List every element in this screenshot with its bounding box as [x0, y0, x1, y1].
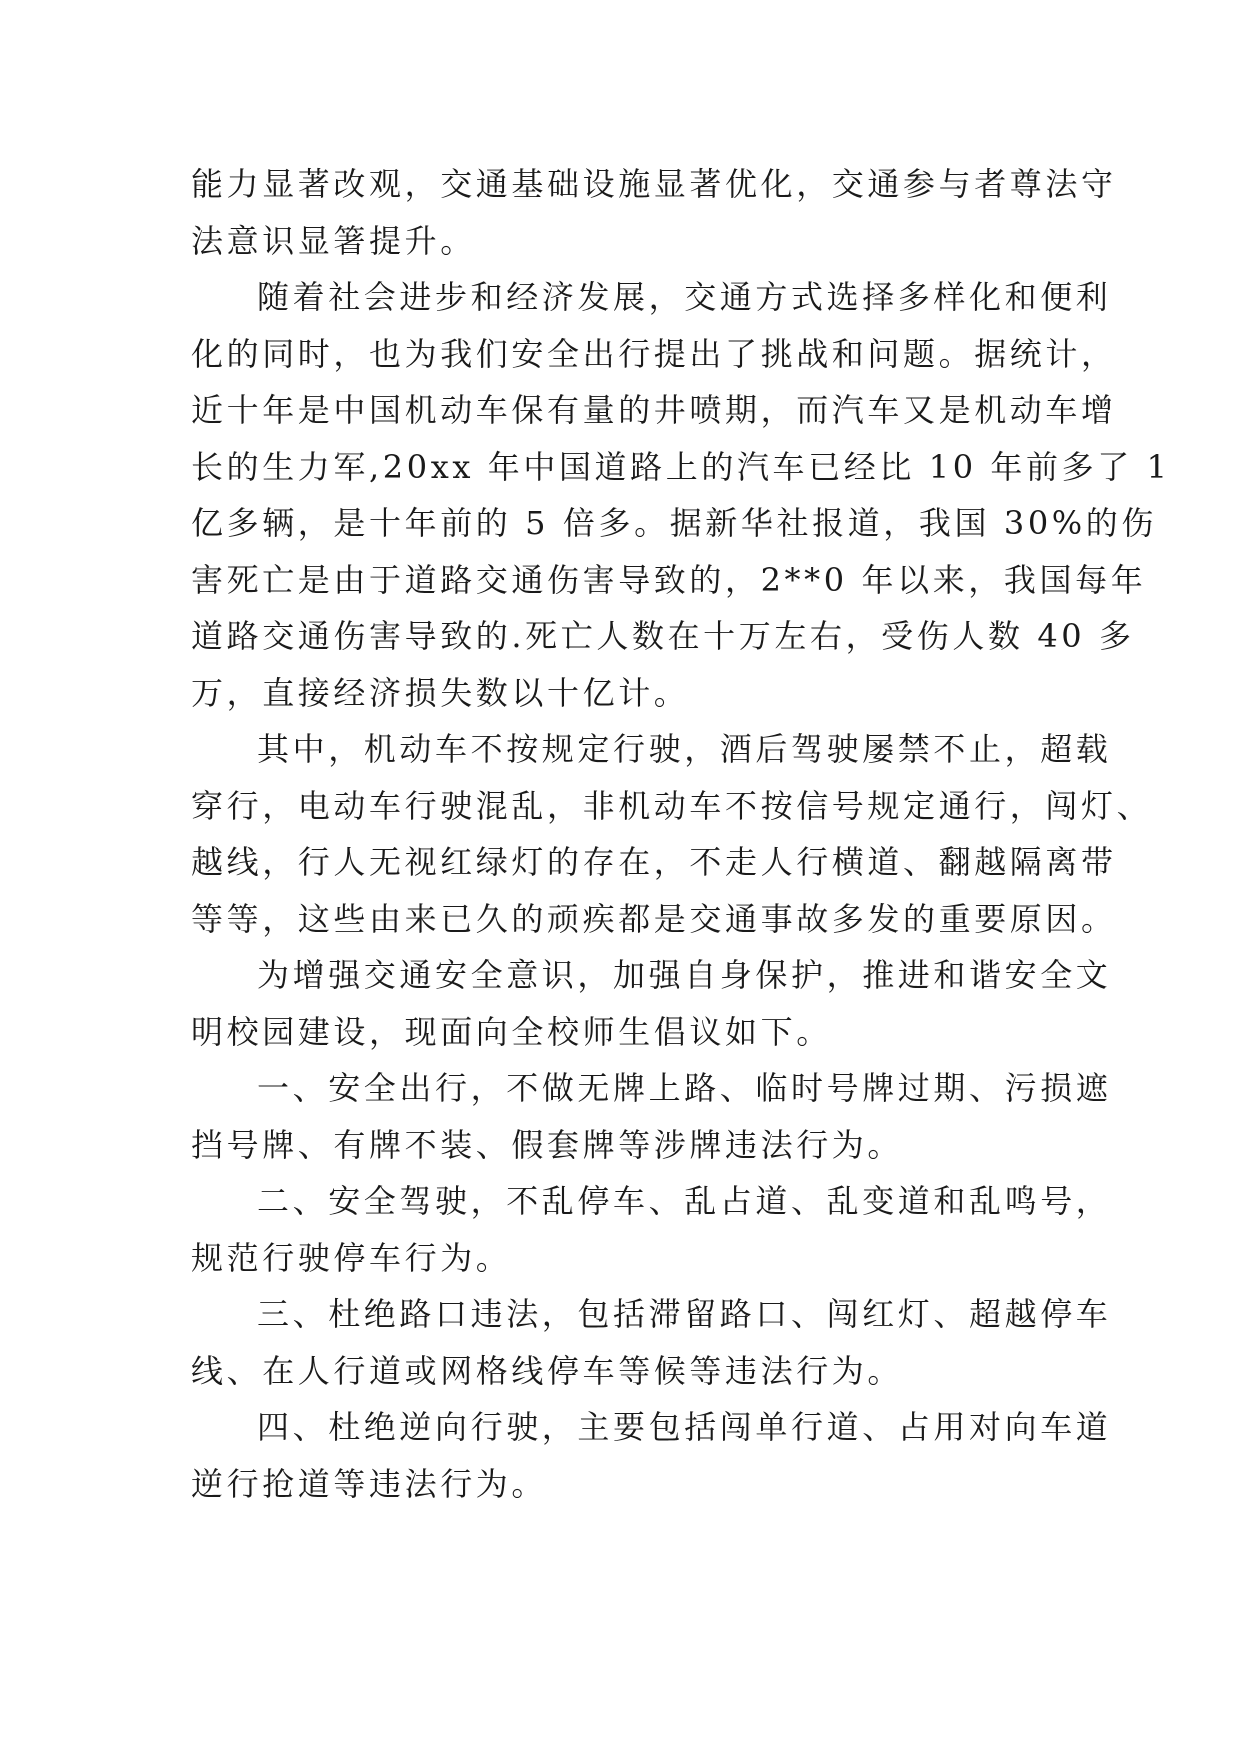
text-line: 道路交通伤害导致的.死亡人数在十万左右，受伤人数 40 多 [191, 617, 1135, 655]
document-body [191, 156, 1171, 1512]
text-line: 长的生力军,20xx 年中国道路上的汽车已经比 10 年前多了 1 [191, 447, 1171, 486]
text-line: 法意识显箸提升。 [191, 221, 476, 260]
text-line: 明校园建设，现面向全校师生倡议如下。 [191, 1012, 832, 1051]
text-line: 二、安全驾驶，不乱停车、乱占道、乱变道和乱鸣号， [257, 1182, 1112, 1220]
text-line: 害死亡是由于道路交通伤害导致的，2**0 年以来，我国每年 [191, 560, 1147, 599]
text-line: 穿行，电动车行驶混乱，非机动车不按信号规定通行，闯灯、 [191, 786, 1153, 825]
text-line: 万，直接经济损失数以十亿计。 [191, 673, 690, 712]
text-line: 挡号牌、有牌不装、假套牌等涉牌违法行为。 [191, 1125, 904, 1164]
text-line: 线、在人行道或网格线停车等候等违法行为。 [191, 1351, 904, 1390]
text-line: 随着社会进步和经济发展，交通方式选择多样化和便利 [257, 278, 1112, 316]
text-line: 一、安全出行，不做无牌上路、临时号牌过期、污损遮 [257, 1069, 1112, 1107]
text-line: 四、杜绝逆向行驶，主要包括闯单行道、占用对向车道 [257, 1408, 1112, 1446]
text-line: 越线，行人无视红绿灯的存在，不走人行横道、翻越隔离带 [191, 843, 1117, 881]
text-line: 三、杜绝路口违法，包括滞留路口、闯红灯、超越停车 [257, 1295, 1112, 1333]
text-line: 亿多辆，是十年前的 5 倍多。据新华社报道，我国 30%的伤 [191, 504, 1158, 542]
text-line: 近十年是中国机动车保有量的井喷期，而汽车又是机动车增 [191, 391, 1117, 429]
text-line: 逆行抢道等违法行为。 [191, 1464, 548, 1503]
text-line: 规范行驶停车行为。 [191, 1238, 512, 1277]
text-line: 为增强交通安全意识，加强自身保护，推进和谐安全文 [257, 956, 1112, 994]
text-line: 其中，机动车不按规定行驶，酒后驾驶屡禁不止，超载 [257, 730, 1112, 768]
text-line: 能力显著改观，交通基础设施显著优化，交通参与者尊法守 [191, 165, 1117, 203]
text-line: 化的同时，也为我们安全出行提出了挑战和问题。据统计， [191, 334, 1117, 373]
text-line: 等等，这些由来已久的顽疾都是交通事故多发的重要原因。 [191, 899, 1117, 938]
